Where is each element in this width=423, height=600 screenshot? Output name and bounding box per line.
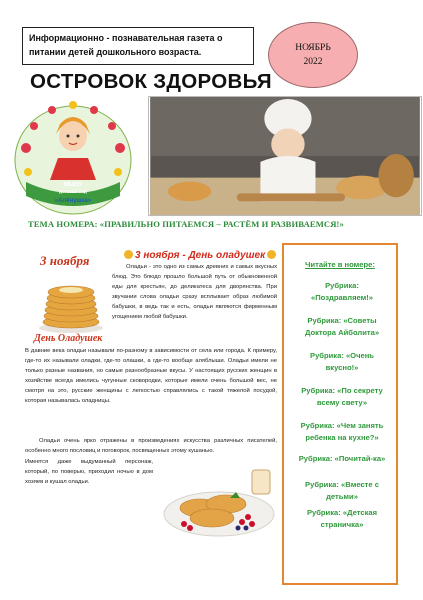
article-title xyxy=(122,250,278,261)
contents-item-line: вкусно!» xyxy=(325,363,359,372)
contents-item[interactable] xyxy=(288,479,396,503)
article-paragraph: Имеется даже выдуманный персонаж, который, по поверью, приходил ночью в дом хозяев и кушал оладьи. xyxy=(25,459,153,485)
decorative-holiday-caption: День Оладушек xyxy=(34,333,103,344)
kindergarten-logo xyxy=(12,96,134,216)
sun-icon xyxy=(124,250,133,259)
contents-item-line: всему свету» xyxy=(316,398,368,407)
article-title-text: 3 ноября - День оладушек xyxy=(135,250,266,261)
contents-item[interactable] xyxy=(288,453,396,465)
contents-item[interactable] xyxy=(288,385,396,409)
contents-item[interactable] xyxy=(288,420,396,444)
contents-item-line: Рубрика: «Вместе с xyxy=(305,480,379,489)
newspaper-title: ОСТРОВОК ЗДОРОВЬЯ xyxy=(30,70,272,93)
contents-item-line: Рубрика: «Советы xyxy=(307,316,377,325)
contents-title: Читайте в номере: xyxy=(305,260,375,269)
contents-sidebar xyxy=(282,243,398,585)
issue-theme: ТЕМА НОМЕРА: «ПРАВИЛЬНО ПИТАЕМСЯ – РАСТЁМ И РАЗВИВАЕМСЯ!» xyxy=(28,219,344,229)
logo-line-1: МБДОУ xyxy=(63,182,83,188)
contents-item-line: Рубрика: «Детская xyxy=(306,508,378,517)
contents-item-line: Доктора Айболита» xyxy=(304,328,380,337)
article-paragraph: В давние века оладьи называли по-разному в зависимости от села или города. К примеру, где-то их называли оладки, где-то олашки, а где-то вообще аляблыши. Оладьи имели не только разные названия, но самые разнообразные вкусы. У настоящих русских женщин в хозяйстве всегда имелись чугунные сковородки, которые имели очень большой вес, не смотря на это, русские женщины с легкостью справлялись с такой тяжелой посудой, которая называлась оладницы. xyxy=(25,348,277,404)
article-paragraph: Оладьи очень ярко отражены в произведениях искусства различных писателей, особенно много пословиц и поговорок, посвященных этому кушанью. xyxy=(25,438,277,454)
sun-icon xyxy=(267,250,276,259)
contents-item[interactable] xyxy=(288,280,396,304)
pancake-stack-image xyxy=(35,270,107,334)
contents-item[interactable] xyxy=(288,507,396,531)
baby-chef-photo xyxy=(148,96,422,216)
contents-item-line: Рубрика: «По секрету xyxy=(301,386,383,395)
contents-item-line: ребенка на кухне?» xyxy=(305,433,379,442)
contents-item-line: детьми» xyxy=(326,492,358,501)
info-line-2: питании детей дошкольного возраста. xyxy=(29,47,202,57)
issue-year: 2022 xyxy=(303,57,323,67)
article-paragraph: Оладьи - это одно из самых древних и самых вкусных блюд. Это блюдо прошло большой путь от обыкновенной еды для крестьян, до деликатеса для дворянства. При звучании слова оладьи сразу всплывает образ любимой бабушки, в ведь так и есть, оладьи являются фирменным угощением любой бабушки. xyxy=(112,264,277,320)
decorative-date-caption: 3 ноября xyxy=(40,253,90,268)
contents-item[interactable] xyxy=(288,315,396,339)
issue-date-badge xyxy=(268,22,358,88)
info-box xyxy=(22,27,254,65)
contents-item-line: Рубрика: «Чем занять xyxy=(300,421,384,430)
contents-item[interactable] xyxy=(288,350,396,374)
info-line-1: Информационно - познавательная газета о xyxy=(29,33,223,43)
contents-item-line: Рубрика: xyxy=(325,281,359,290)
pancakes-with-berries-image xyxy=(160,462,278,542)
logo-line-3: «Алёнушка» xyxy=(54,198,92,204)
issue-month: НОЯБРЬ xyxy=(295,43,331,53)
contents-item-line: страничка» xyxy=(320,520,364,529)
contents-item-line: «Поздравляем!» xyxy=(311,293,373,302)
logo-line-2: детский сад xyxy=(59,189,87,195)
contents-item-line: Рубрика: «Почитай-ка» xyxy=(298,454,386,463)
contents-item-line: Рубрика: «Очень xyxy=(310,351,374,360)
